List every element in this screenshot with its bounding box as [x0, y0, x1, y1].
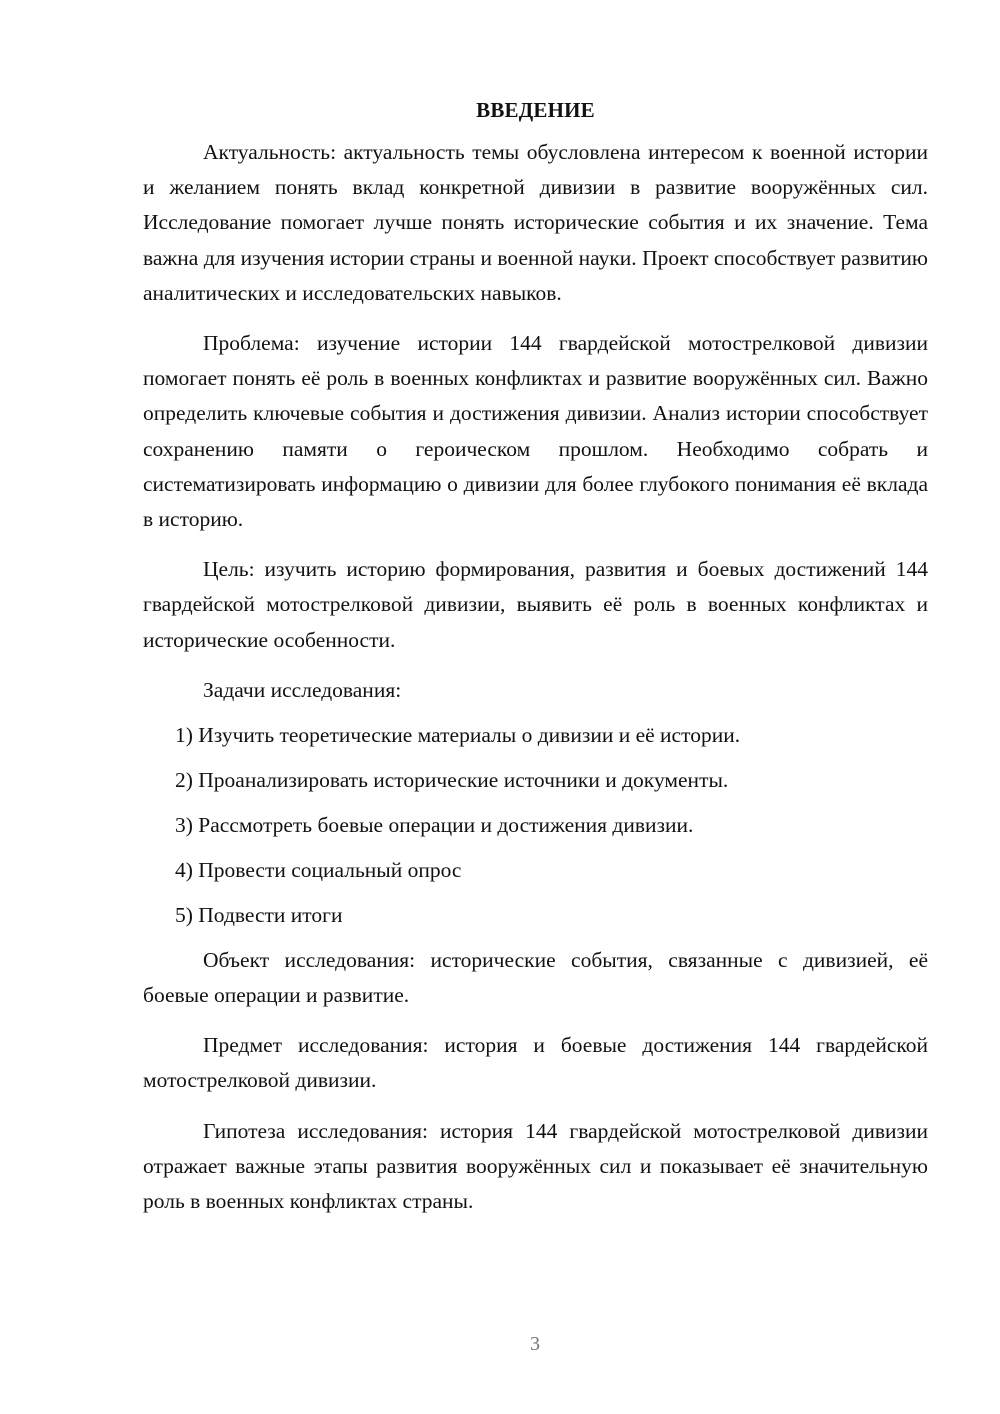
task-item: 1) Изучить теоретические материалы о дивизии и её истории.: [175, 722, 741, 747]
task-item: 5) Подвести итоги: [175, 902, 343, 927]
document-page: [143, 95, 928, 1234]
hypothesis-paragraph: Гипотеза исследования: история 144 гвардейской мотострелковой дивизии отражает важные этапы развития вооружённых сил и показывает её значительную роль в военных конфликтах страны.: [143, 1118, 928, 1214]
relevance-paragraph: Актуальность: актуальность темы обусловлена интересом к военной истории и желанием понять вклад конкретной дивизии в развитие вооружённых сил. Исследование помогает лучше понять исторические события и их значение. Тема важна для изучения истории страны и военной науки. Проект способствует развитию аналитических и исследовательских навыков.: [143, 140, 928, 305]
tasks-heading: Задачи исследования:: [203, 677, 402, 702]
page-number: 3: [530, 1333, 540, 1355]
object-paragraph: Объект исследования: исторические события, связанные с дивизией, её боевые операции и развитие.: [143, 947, 928, 1008]
task-item: 2) Проанализировать исторические источники и документы.: [175, 767, 729, 792]
subject-paragraph: Предмет исследования: история и боевые достижения 144 гвардейской мотострелковой дивизии.: [143, 1033, 928, 1093]
task-item: 3) Рассмотреть боевые операции и достижения дивизии.: [175, 812, 694, 837]
section-heading: ВВЕДЕНИЕ: [476, 98, 595, 122]
tasks-list: [143, 718, 928, 933]
task-item: 4) Провести социальный опрос: [175, 857, 462, 882]
goal-paragraph: Цель: изучить историю формирования, развития и боевых достижений 144 гвардейской мотострелковой дивизии, выявить её роль в военных конфликтах и исторические особенности.: [143, 557, 928, 652]
problem-paragraph: Проблема: изучение истории 144 гвардейской мотострелковой дивизии помогает понять её роль в военных конфликтах и развитие вооружённых сил. Важно определить ключевые события и достижения дивизии. Анализ истории способствует сохранению памяти о героическом прошлом. Необходимо собрать и систематизировать информацию о дивизии для более глубокого понимания её вклада в историю.: [143, 331, 928, 532]
